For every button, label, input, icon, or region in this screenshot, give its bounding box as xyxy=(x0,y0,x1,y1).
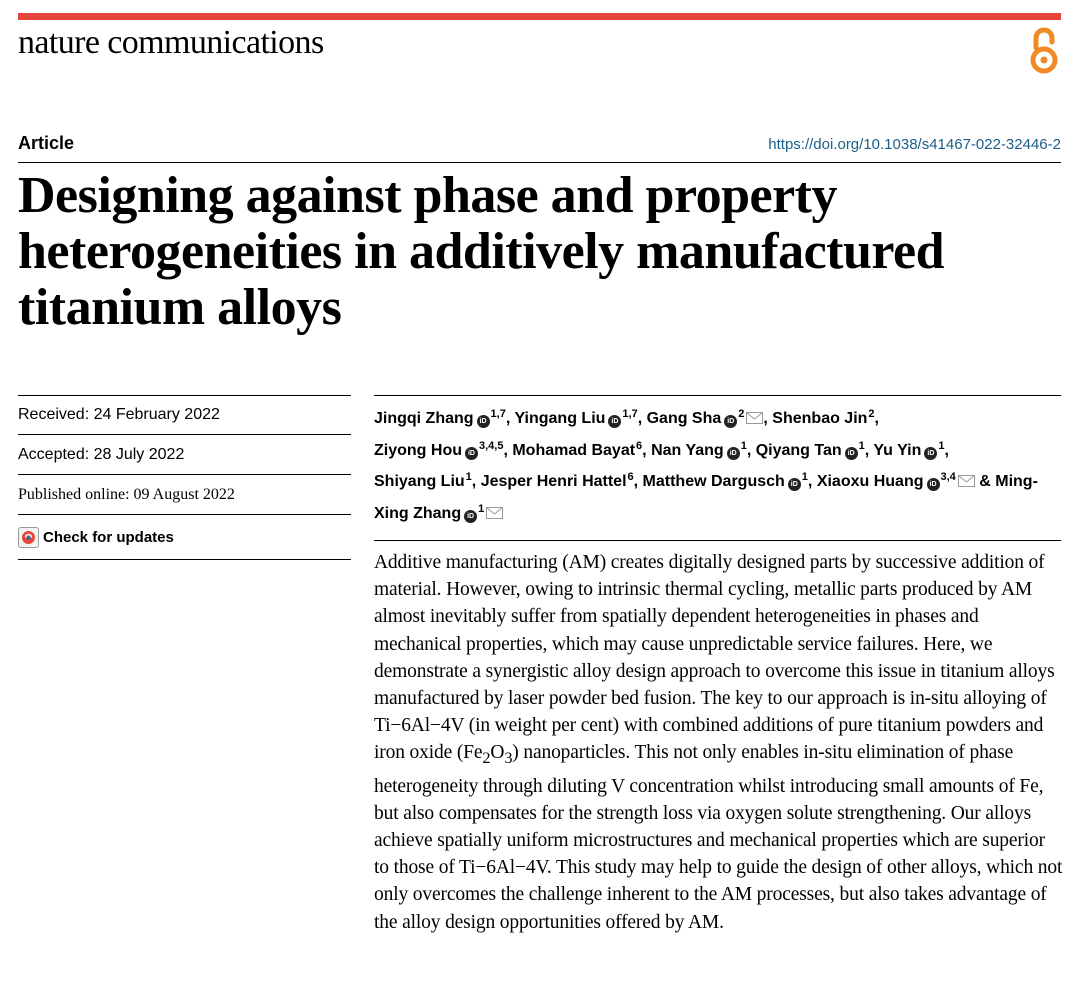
author-separator: , xyxy=(807,473,817,490)
author[interactable] xyxy=(817,473,975,490)
author-separator: , xyxy=(746,441,756,459)
author-name[interactable]: Mohamad Bayat xyxy=(512,441,636,459)
doi-link[interactable]: https://doi.org/10.1038/s41467-022-32446-2 xyxy=(768,136,1061,153)
orcid-icon[interactable]: iD xyxy=(927,478,940,491)
author-name[interactable]: Jesper Henri Hattel xyxy=(480,473,627,490)
accepted-date: Accepted: 28 July 2022 xyxy=(18,446,185,463)
author[interactable] xyxy=(873,439,945,459)
affiliation-number[interactable]: 1 xyxy=(858,439,865,452)
divider xyxy=(18,559,351,560)
author[interactable] xyxy=(512,439,643,459)
orcid-icon[interactable]: iD xyxy=(608,415,621,428)
author[interactable] xyxy=(651,439,747,459)
author-name[interactable]: Yingang Liu xyxy=(514,410,606,427)
abstract-text: Additive manufacturing (AM) creates digitally designed parts by successive addition of material. However, owing to intrinsic thermal cycling, metallic parts produced by AM almost inevitably suffer from spatially dependent heterogeneities in phases and mechanical properties, which may cause unpredictable service failures. Here, we demonstrate a synergistic alloy design approach to overcome this issue in titanium alloys manufactured by laser powder bed fusion. The key to our approach is in-situ alloying of Ti−6Al−4V (in weight per cent) with combined additions of pure titanium powders and iron oxide (Fe xyxy=(374,552,1055,764)
author-separator: , xyxy=(874,410,879,427)
affiliation-number[interactable]: 3,4,5 xyxy=(478,439,504,452)
affiliation-number[interactable]: 1 xyxy=(938,439,945,452)
orcid-icon[interactable]: iD xyxy=(788,478,801,491)
author-separator: , xyxy=(642,441,652,459)
received-date: Received: 24 February 2022 xyxy=(18,406,220,423)
author-name[interactable]: Jingqi Zhang xyxy=(374,410,474,427)
author[interactable] xyxy=(647,410,764,427)
author-separator: , xyxy=(503,441,513,459)
affiliation-number[interactable]: 1 xyxy=(801,471,808,483)
published-date: Published online: 09 August 2022 xyxy=(18,486,235,503)
affiliation-number[interactable]: 3,4 xyxy=(940,471,956,483)
orcid-icon[interactable]: iD xyxy=(845,447,858,460)
author-separator: , xyxy=(633,473,643,490)
check-for-updates-button[interactable] xyxy=(18,527,174,548)
author[interactable] xyxy=(755,439,865,459)
divider xyxy=(374,395,1061,396)
author-name[interactable]: Qiyang Tan xyxy=(755,441,842,459)
author[interactable] xyxy=(374,410,506,427)
orcid-icon[interactable]: iD xyxy=(727,447,740,460)
author-name[interactable]: Matthew Dargusch xyxy=(642,473,785,490)
orcid-icon[interactable]: iD xyxy=(477,415,490,428)
check-updates-icon xyxy=(18,527,39,548)
affiliation-number[interactable]: 2 xyxy=(738,408,745,420)
orcid-icon[interactable]: iD xyxy=(724,415,737,428)
check-updates-label: Check for updates xyxy=(43,529,174,546)
author-name[interactable]: Ziyong Hou xyxy=(374,441,462,459)
author-separator: , xyxy=(637,410,647,427)
divider xyxy=(374,540,1061,541)
affiliation-number[interactable]: 2 xyxy=(868,408,875,420)
divider xyxy=(18,514,351,515)
author-separator: & xyxy=(974,473,996,490)
affiliation-number[interactable]: 1,7 xyxy=(622,408,638,420)
author[interactable] xyxy=(772,410,874,427)
author-name[interactable]: Yu Yin xyxy=(873,441,922,459)
orcid-icon[interactable]: iD xyxy=(464,510,477,523)
affiliation-number[interactable]: 6 xyxy=(627,471,634,483)
affiliation-number[interactable]: 1 xyxy=(465,471,472,483)
author-name[interactable]: Shenbao Jin xyxy=(772,410,868,427)
divider xyxy=(18,395,351,396)
author-name[interactable]: Nan Yang xyxy=(651,441,724,459)
author-separator: , xyxy=(864,441,874,459)
affiliation-number[interactable]: 1 xyxy=(478,502,485,515)
abstract-subscript: 3 xyxy=(504,749,513,768)
author[interactable] xyxy=(374,439,504,459)
abstract-text: O xyxy=(490,742,505,764)
divider xyxy=(18,434,351,435)
author[interactable] xyxy=(514,410,637,427)
abstract-text: ) nanoparticles. This not only enables in-situ elimination of phase heterogeneity through diluting V concentration whilst introducing small amounts of Fe, but also compensates for the strength loss via oxygen solute strengthening. Our alloys achieve spatially uniform microstructures and mechanical properties which are superior to those of Ti−6Al−4V. This study may help to guide the design of other alloys, which not only overcomes the challenge inherent to the AM processes, but also takes advantage of the alloy design opportunities offered by AM. xyxy=(374,742,1063,933)
author-separator: , xyxy=(944,441,949,459)
author-name[interactable]: Gang Sha xyxy=(646,410,722,427)
author[interactable] xyxy=(643,473,808,490)
author-separator: , xyxy=(471,473,481,490)
affiliation-number[interactable]: 1,7 xyxy=(490,408,506,420)
email-icon[interactable] xyxy=(486,507,503,519)
affiliation-number[interactable]: 6 xyxy=(636,439,643,452)
author-name[interactable]: Ming-Xing Zhang xyxy=(374,473,1038,522)
journal-name[interactable]: nature communications xyxy=(18,24,324,61)
article-type-label: Article xyxy=(18,133,75,153)
article-title: Designing against phase and property heterogeneities in additively manufactured titanium alloys xyxy=(18,167,945,336)
orcid-icon[interactable]: iD xyxy=(924,447,937,460)
author-name[interactable]: Xiaoxu Huang xyxy=(816,473,924,490)
author[interactable] xyxy=(481,473,634,490)
abstract xyxy=(374,549,1064,936)
email-icon[interactable] xyxy=(958,475,975,487)
affiliation-number[interactable]: 1 xyxy=(740,439,747,452)
author-list xyxy=(374,401,1064,527)
author-separator: , xyxy=(763,410,773,427)
author-name[interactable]: Shiyang Liu xyxy=(374,473,465,490)
divider xyxy=(18,162,1061,163)
top-accent-bar xyxy=(18,13,1061,20)
email-icon[interactable] xyxy=(746,412,763,424)
abstract-subscript: 2 xyxy=(482,749,491,768)
open-access-icon xyxy=(1026,26,1062,76)
divider xyxy=(18,474,351,475)
author[interactable] xyxy=(374,473,472,490)
orcid-icon[interactable]: iD xyxy=(465,447,478,460)
author-separator: , xyxy=(505,410,515,427)
